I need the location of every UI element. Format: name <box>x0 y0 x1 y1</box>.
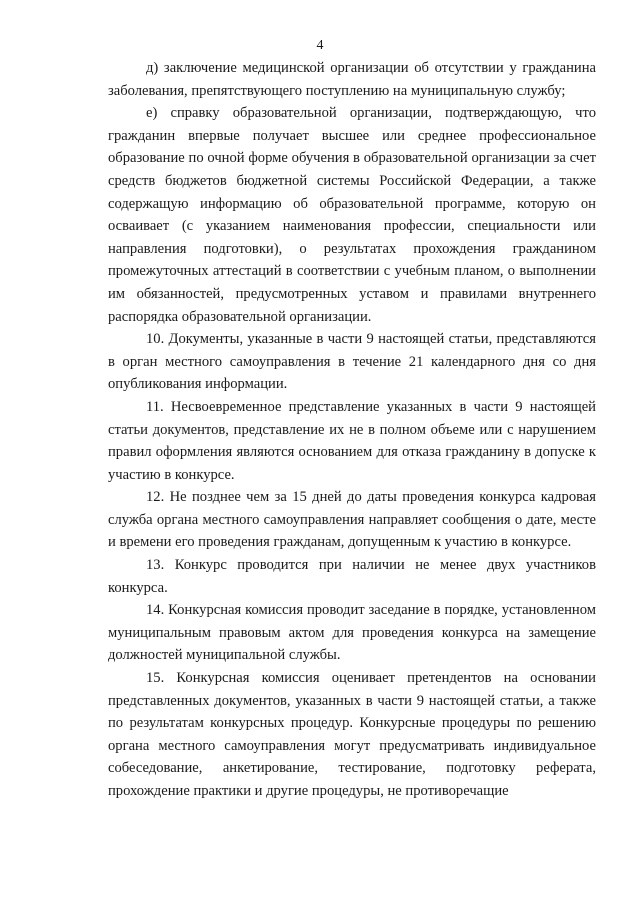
paragraph-13-minimum-participants: 13. Конкурс проводится при наличии не менее двух участников конкурса. <box>108 557 596 596</box>
paragraph-14-commission-meeting: 14. Конкурсная комиссия проводит заседание в порядке, установленном муниципальным правовым актом для проведения конкурса на замещение должностей муниципальной службы. <box>108 602 596 664</box>
page-number: 4 <box>316 38 324 53</box>
paragraph-11-late-submission: 11. Несвоевременное представление указанных в части 9 настоящей статьи документов, представление их не в полном объеме или с нарушением правил оформления являются основанием для отказа гражданину в допуске к участию в конкурсе. <box>108 398 596 483</box>
paragraph-e-education-certificate: е) справку образовательной организации, подтверждающую, что гражданин впервые получает высшее или среднее профессиональное образование по очной форме обучения в образовательной организации за счет средств бюджетов бюджетной системы Российской Федерации, а также содержащую информацию об образовательной программе, которую он осваивает (с указанием наименования профессии, специальности или направления подготовки), о результатах прохождения гражданином промежуточных аттестаций в соответствии с учебным планом, о выполнении им обязанностей, предусмотренных уставом и правилами внутреннего распорядка образовательной организации. <box>108 105 596 325</box>
document-body <box>108 57 596 803</box>
paragraph-12-notification: 12. Не позднее чем за 15 дней до даты проведения конкурса кадровая служба органа местного самоуправления направляет сообщения о дате, месте и времени его проведения гражданам, допущенным к участию в конкурсе. <box>108 489 596 551</box>
paragraph-15-commission-evaluation: 15. Конкурсная комиссия оценивает претендентов на основании представленных документов, указанных в части 9 настоящей статьи, а также по результатам конкурсных процедур. Конкурсные процедуры по решению органа местного самоуправления могут предусматривать индивидуальное собеседование, анкетирование, тестирование, подготовку реферата, прохождение практики и другие процедуры, не противоречащие <box>108 670 596 799</box>
paragraph-d-medical-conclusion: д) заключение медицинской организации об отсутствии у гражданина заболевания, препятствующего поступлению на муниципальную службу; <box>108 60 596 99</box>
paragraph-10-documents-submission: 10. Документы, указанные в части 9 настоящей статьи, представляются в орган местного самоуправления в течение 21 календарного дня со дня опубликования информации. <box>108 331 596 393</box>
